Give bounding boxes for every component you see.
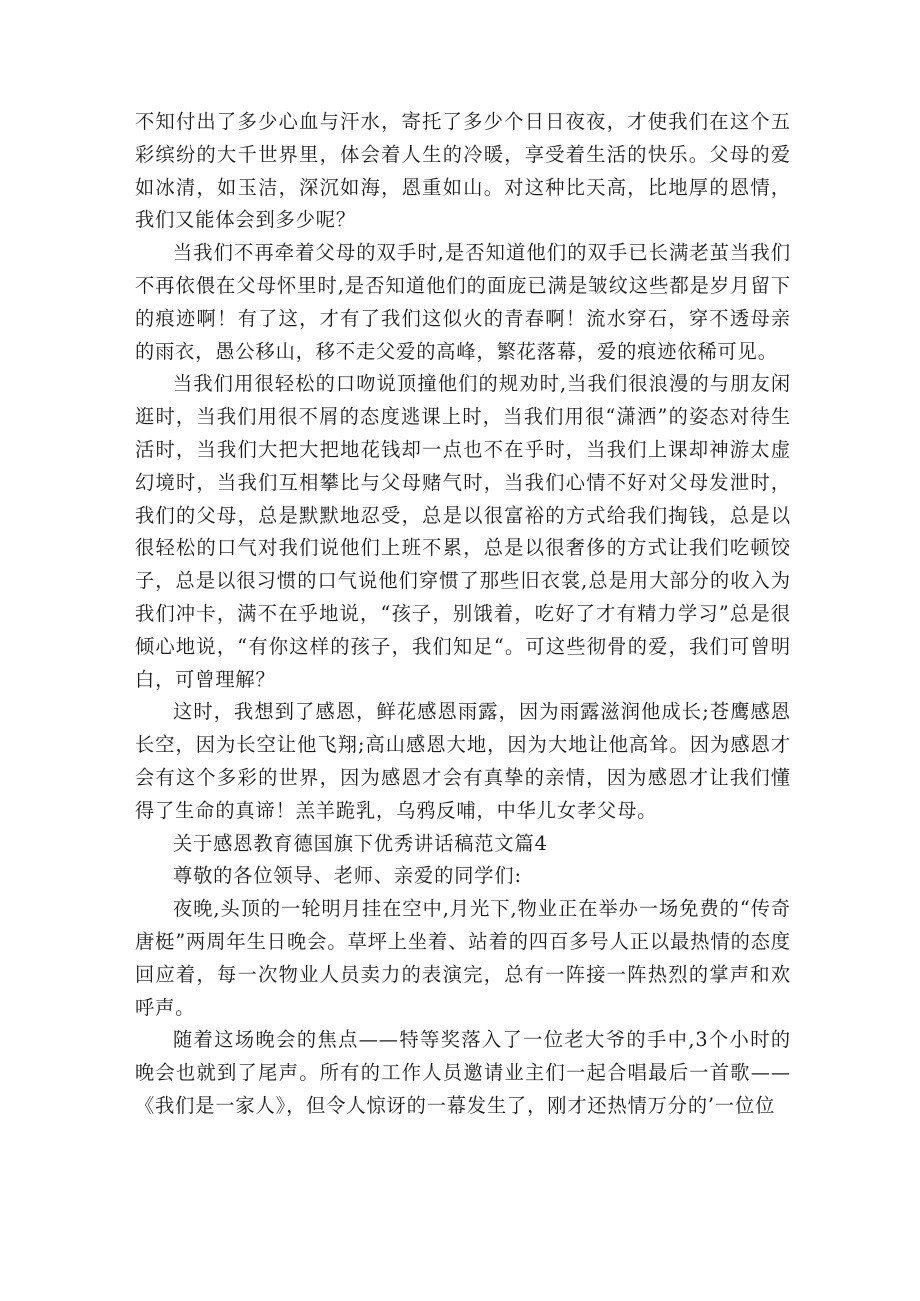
- paragraph: 随着这场晚会的焦点——特等奖落入了一位老大爷的手中,3个小时的晚会也就到了尾声。所有的工作人员邀请业主们一起合唱最后一首歌——《我们是一家人》，但令人惊讶的一幕发生了，刚才还热情万分的’一位位: [135, 1028, 791, 1117]
- paragraph: 夜晚,头顶的一轮明月挂在空中,月光下,物业正在举办一场免费的“传奇唐梃”两周年生日晚会。草坪上坐着、站着的四百多号人正以最热情的态度回应着，每一次物业人员卖力的表演完，总有一阵接一阵热烈的掌声和欢呼声。: [135, 897, 791, 1019]
- document-body: [135, 106, 791, 1123]
- paragraph: 这时，我想到了感恩，鲜花感恩雨露，因为雨露滋润他成长;苍鹰感恩长空，因为长空让他飞翔;高山感恩大地，因为大地让他高耸。因为感恩才会有这个多彩的世界，因为感恩才会有真挚的亲情，因为感恩才让我们懂得了生命的真谛！羔羊跪乳，乌鸦反哺，中华儿女孝父母。: [135, 700, 791, 822]
- salutation: 尊敬的各位领导、老师、亲爱的同学们:: [173, 864, 522, 888]
- paragraph: 当我们用很轻松的口吻说顶撞他们的规劝时,当我们很浪漫的与朋友闲逛时，当我们用很不屑的态度逃课上时，当我们用很“潇洒”的姿态对待生活时，当我们大把大把地花钱却一点也不在乎时，当我们上课却神游太虚幻境时，当我们互相攀比与父母赌气时，当我们心情不好对父母发泄时，我们的父母，总是默默地忍受，总是以很富裕的方式给我们掏钱，总是以很轻松的口气对我们说他们上班不累，总是以很奢侈的方式让我们吃顿饺子，总是以很习惯的口气说他们穿惯了那些旧衣裳,总是用大部分的收入为我们冲卡，满不在乎地说，“孩子，别饿着，吃好了才有精力学习”总是很倾心地说，“有你这样的孩子，我们知足“。可这些彻骨的爱，我们可曾明白，可曾理解？: [135, 372, 791, 691]
- paragraph: 当我们不再牵着父母的双手时,是否知道他们的双手已长满老茧当我们不再依偎在父母怀里时,是否知道他们的面庞已满是皱纹这些都是岁月留下的痕迹啊！有了这，才有了我们这似火的青春啊！流水穿石，穿不透母亲的雨衣，愚公移山，移不走父爱的高峰，繁花落幕，爱的痕迹依稀可见。: [135, 241, 791, 363]
- section-heading: 关于感恩教育德国旗下优秀讲话稿范文篇4: [173, 831, 548, 855]
- paragraph: 不知付出了多少心血与汗水，寄托了多少个日日夜夜，才使我们在这个五彩缤纷的大千世界里，体会着人生的冷暖，享受着生活的快乐。父母的爱如冰清，如玉洁，深沉如海，恩重如山。对这种比天高，比地厚的恩情，我们又能体会到多少呢？: [135, 110, 791, 232]
